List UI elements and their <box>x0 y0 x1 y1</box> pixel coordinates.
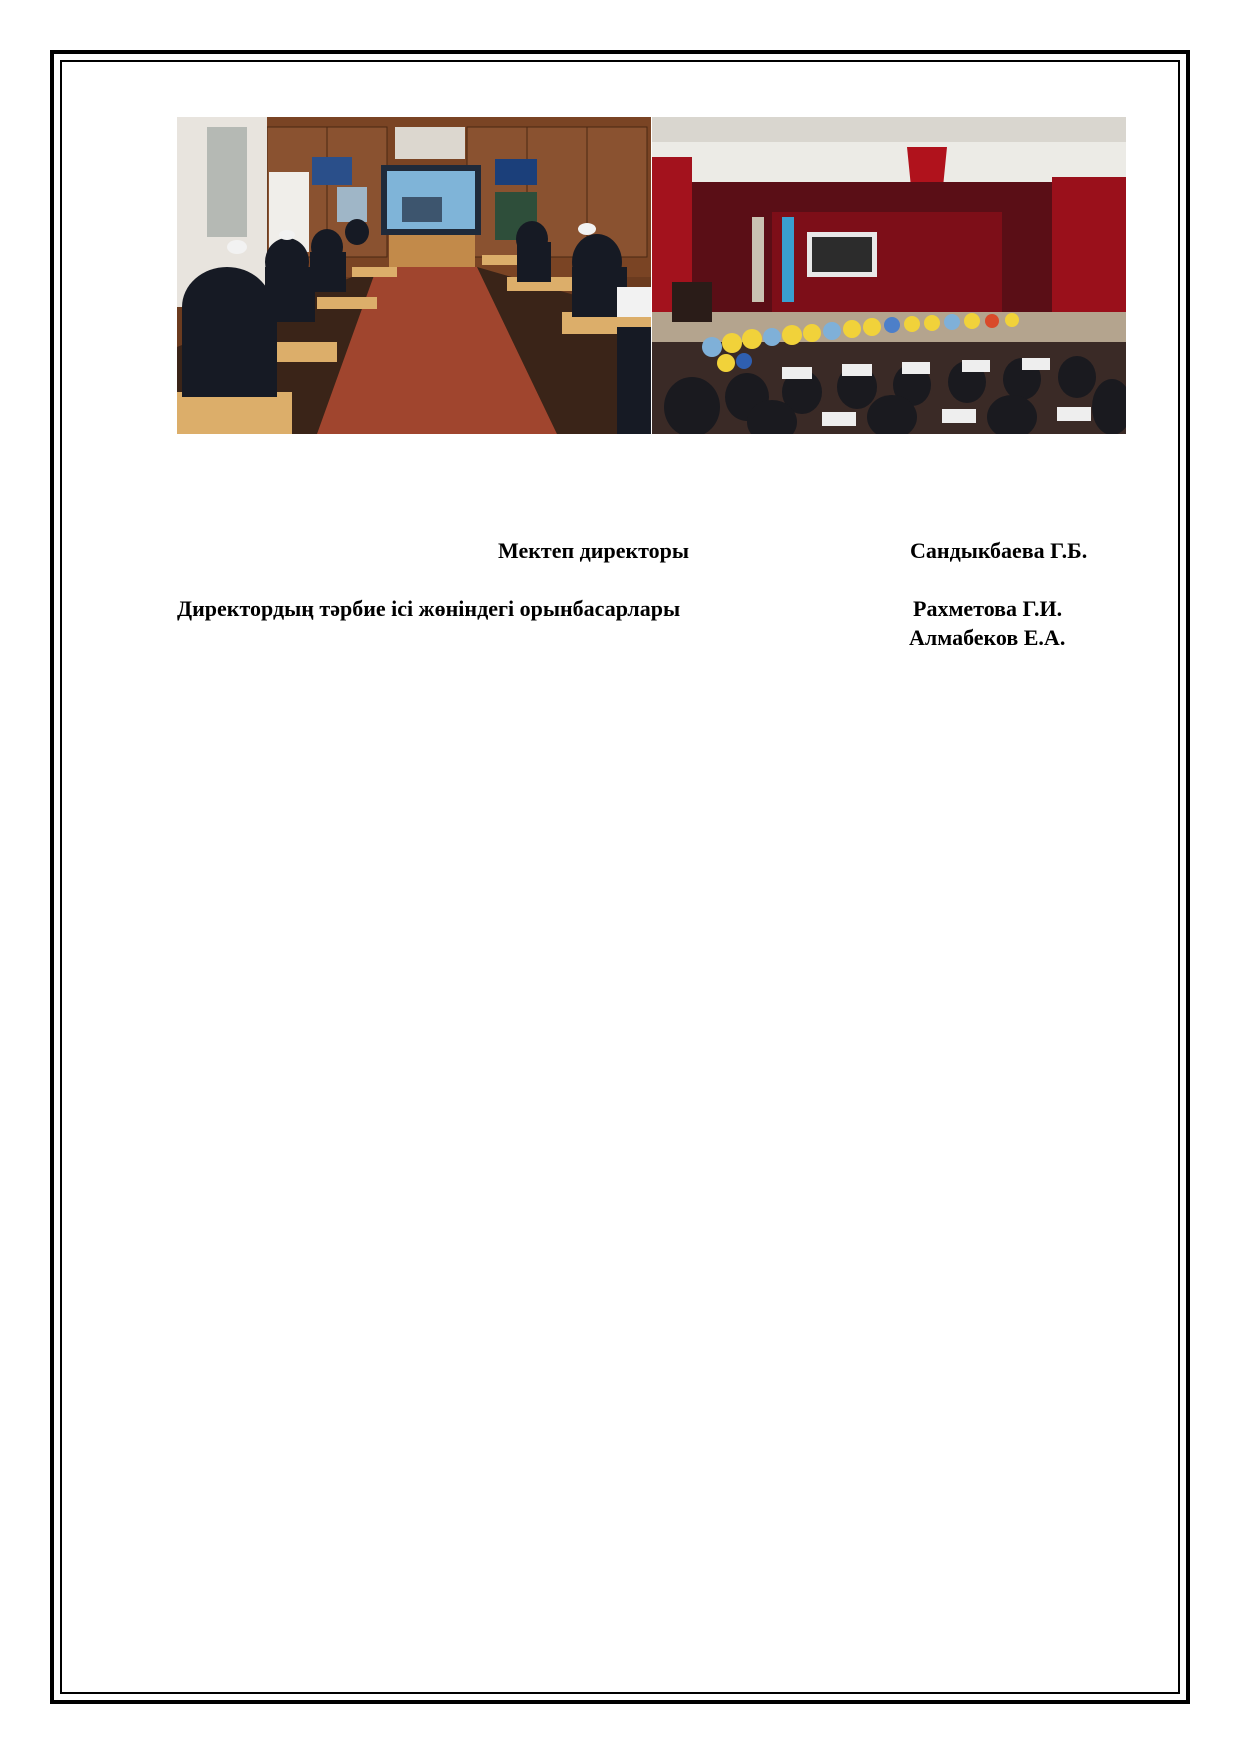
director-title: Мектеп директоры <box>498 538 690 563</box>
assembly-hall-photo <box>652 117 1126 434</box>
deputy-name: Алмабеков Е.А. <box>909 625 1066 650</box>
classroom-photo <box>177 117 651 434</box>
director-name: Сандыкбаева Г.Б. <box>910 538 1088 563</box>
deputies-title: Директордың тәрбие ісі жөніндегі орынбасарлары <box>177 596 681 621</box>
deputy-name: Рахметова Г.И. <box>913 596 1063 621</box>
